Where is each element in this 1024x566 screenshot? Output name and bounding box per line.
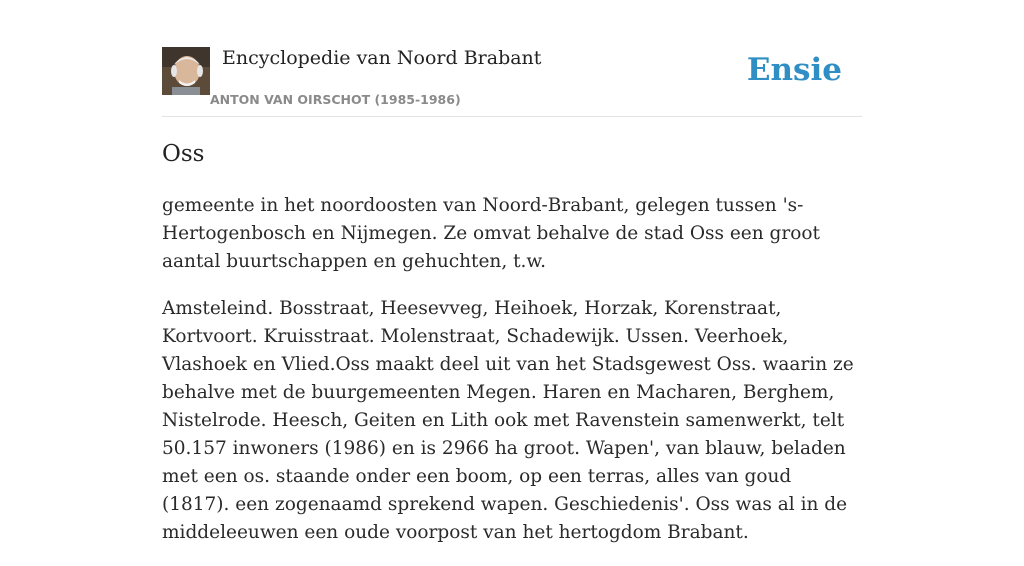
book-title[interactable]: Encyclopedie van Noord Brabant [222,47,542,69]
book-header [162,46,862,117]
ensie-logo[interactable]: Ensie [746,52,842,88]
entry-paragraph: gemeente in het noordoosten van Noord-Brabant, gelegen tussen 's-Hertogenbosch en Nijmegen. Ze omvat behalve de stad Oss een groot aantal buurtschappen en gehuchten, t.w. [162,195,820,272]
author-portrait-icon [162,47,210,95]
entry-content [162,192,862,566]
author-name[interactable]: ANTON VAN OIRSCHOT (1985-1986) [210,92,461,107]
entry-paragraph: Amsteleind. Bosstraat, Heesevveg, Heihoek, Horzak, Korenstraat, Kortvoort. Kruisstraat. Molenstraat, Schadewijk. Ussen. Veerhoek, Vlashoek en Vlied.Oss maakt deel uit van het Stadsgewest Oss. waarin ze behalve met de buurgemeenten Megen. Haren en Macharen, Berghem, Nistelrode. Heesch, Geiten en Lith ook met Ravenstein samenwerkt, telt 50.157 inwoners (1986) en is 2966 ha groot. Wapen', van blauw, beladen met een os. staande onder een boom, op een terras, alles van goud (1817). een zogenaamd sprekend wapen. Geschiedenis'. Oss was al in de middeleeuwen een oude voorpost van het hertogdom Brabant. [162,298,854,543]
entry-title: Oss [162,141,205,167]
author-avatar[interactable] [162,47,210,95]
